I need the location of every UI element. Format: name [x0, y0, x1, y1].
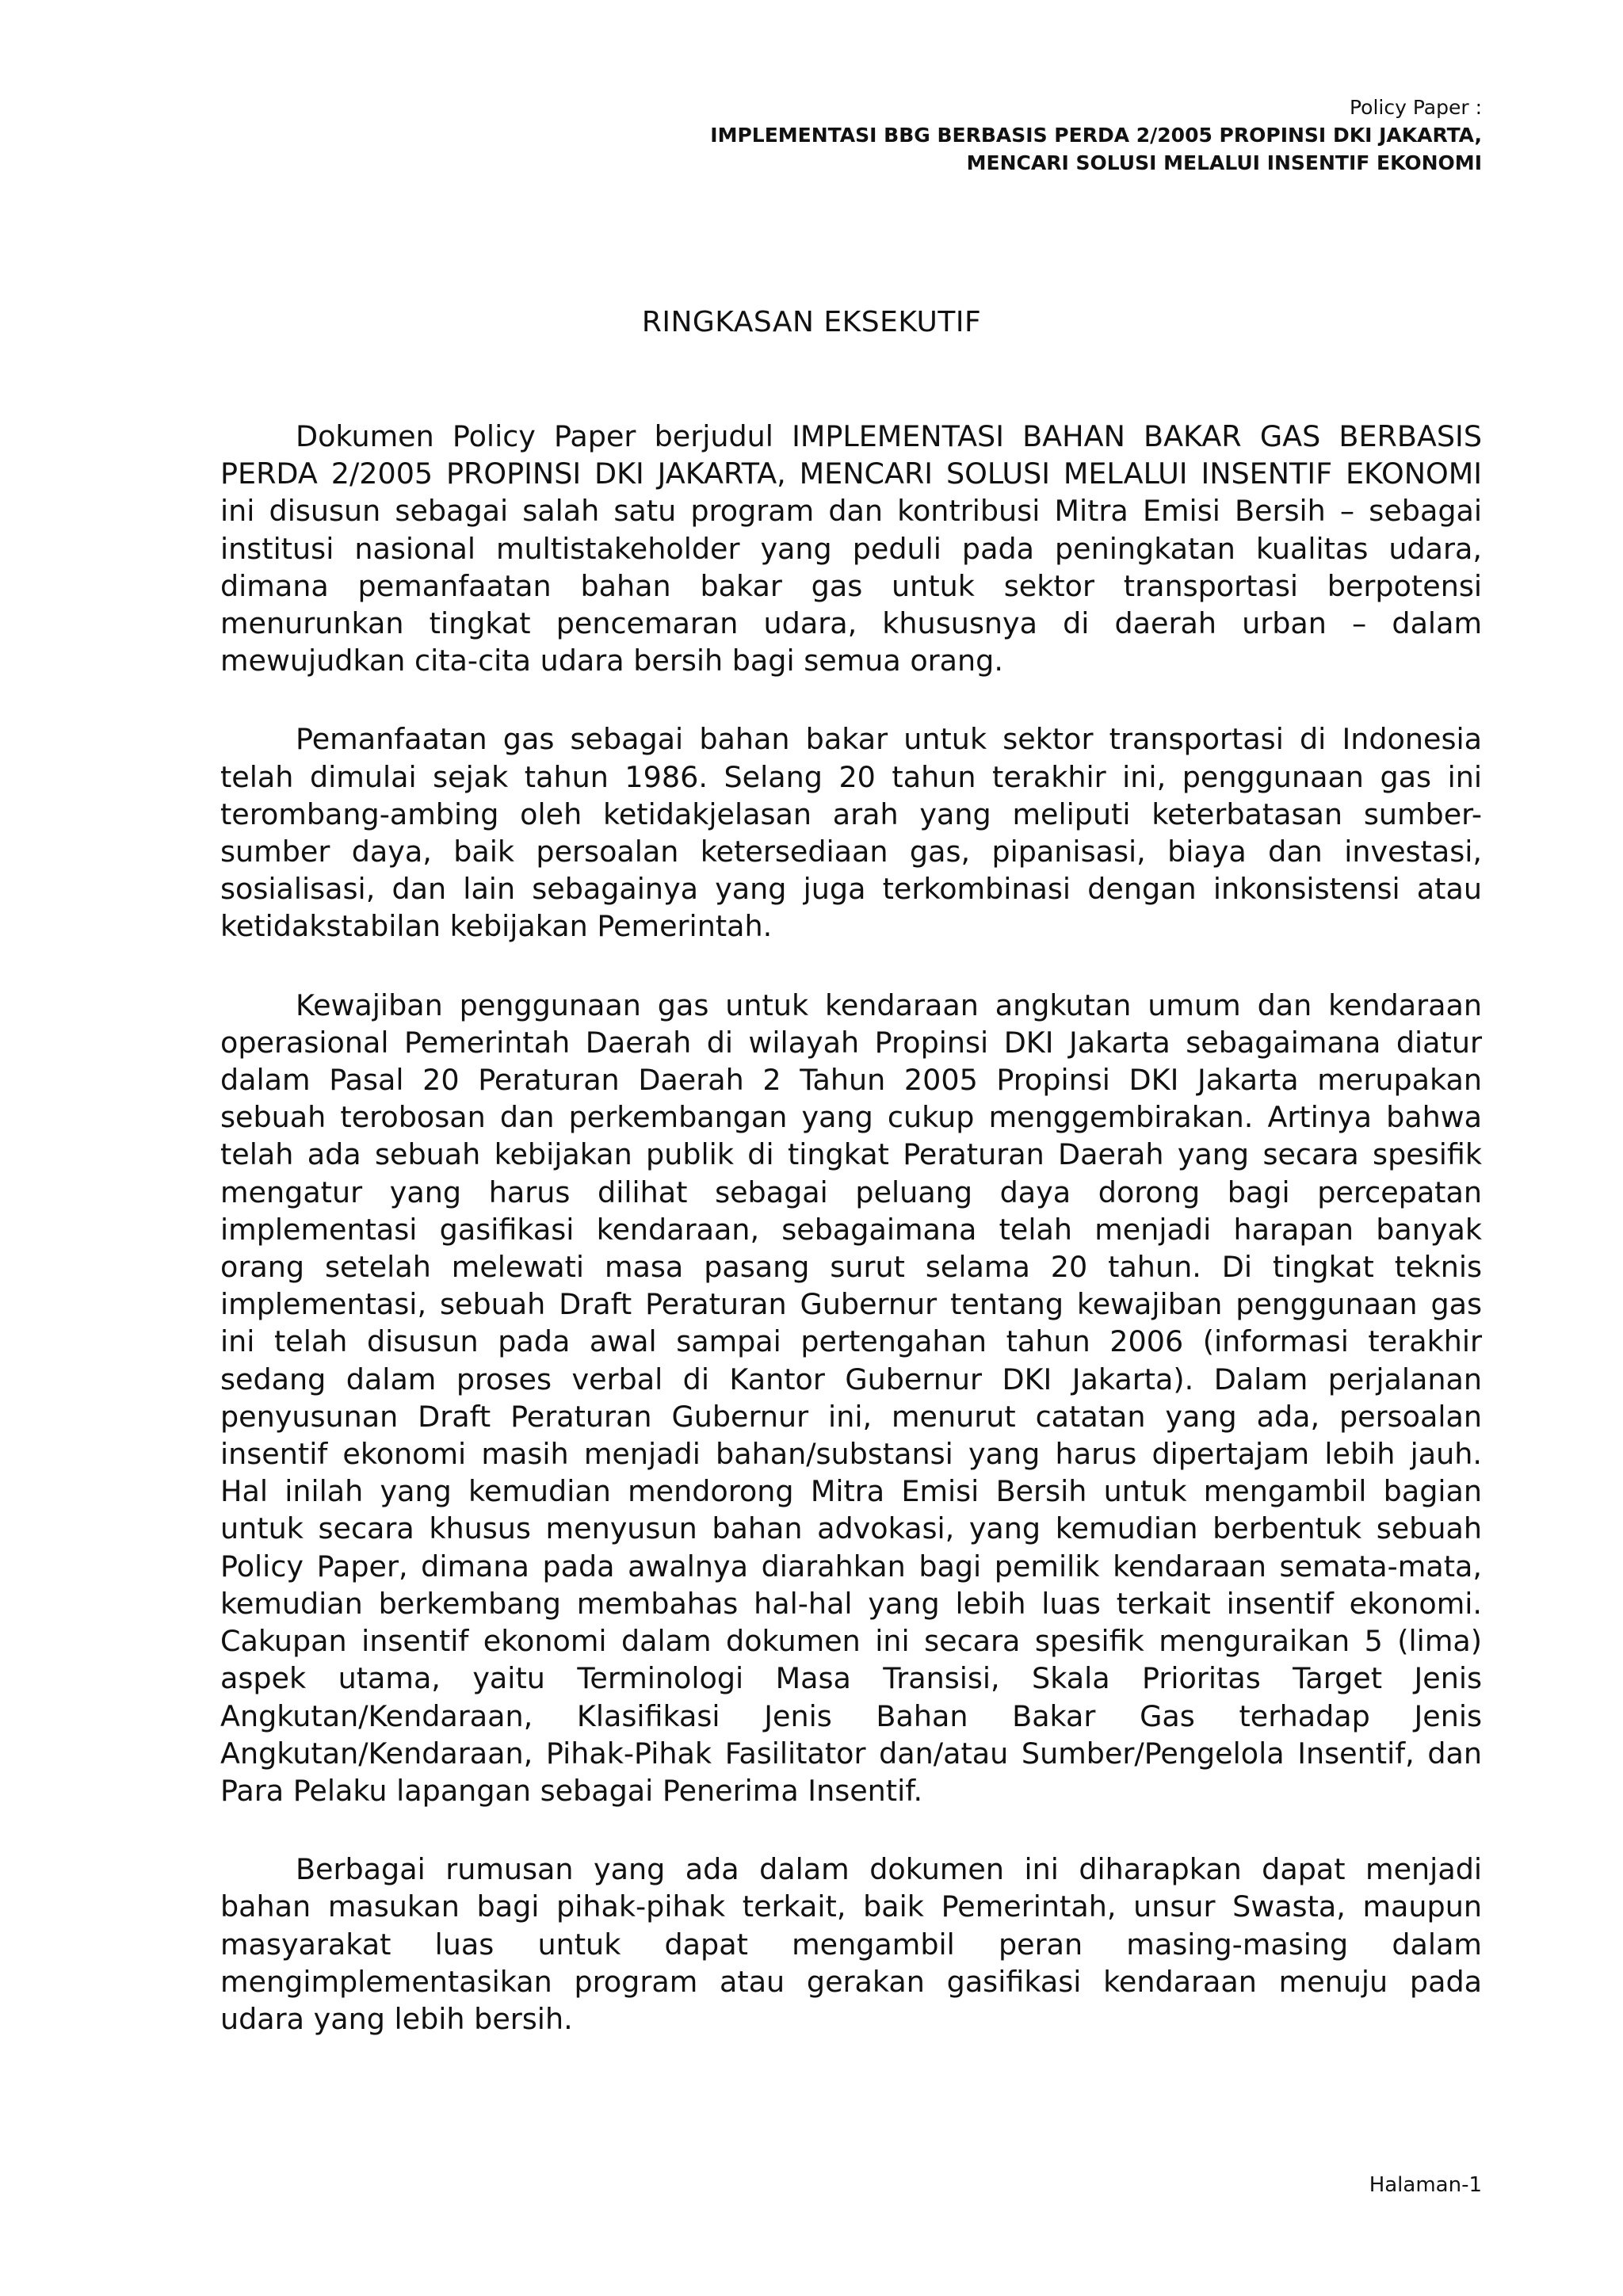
- paragraph-2: Pemanfaatan gas sebagai bahan bakar untuk sektor transportasi di Indonesia telah dimulai sejak tahun 1986. Selang 20 tahun terakhir ini, penggunaan gas ini terombang-ambing oleh ketidakjelasan arah yang meliputi keterbatasan sumber-sumber daya, baik persoalan ketersediaan gas, pipanisasi, biaya dan investasi, sosialisasi, dan lain sebagainya yang juga terkombinasi dengan inkonsistensi atau ketidakstabilan kebijakan Pemerintah.: [220, 722, 1482, 944]
- header-label: Policy Paper :: [1349, 96, 1482, 119]
- paragraph-1: Dokumen Policy Paper berjudul IMPLEMENTASI BAHAN BAKAR GAS BERBASIS PERDA 2/2005 PROPINSI DKI JAKARTA, MENCARI SOLUSI MELALUI INSENTIF EKONOMI ini disusun sebagai salah satu program dan kontribusi Mitra Emisi Bersih – sebagai institusi nasional multistakeholder yang peduli pada peningkatan kualitas udara, dimana pemanfaatan bahan bakar gas untuk sektor transportasi berpotensi menurunkan tingkat pencemaran udara, khususnya di daerah urban – dalam mewujudkan cita-cita udara bersih bagi semua orang.: [220, 419, 1482, 678]
- header-title-line-2: MENCARI SOLUSI MELALUI INSENTIF EKONOMI: [966, 151, 1482, 174]
- paragraph-4: Berbagai rumusan yang ada dalam dokumen ini diharapkan dapat menjadi bahan masukan bagi pihak-pihak terkait, baik Pemerintah, unsur Swasta, maupun masyarakat luas untuk dapat mengambil peran masing-masing dalam mengimplementasikan program atau gerakan gasifikasi kendaraan menuju pada udara yang lebih bersih.: [220, 1852, 1482, 2036]
- body-text: [220, 418, 1482, 2079]
- page-number: Halaman-1: [1369, 2173, 1482, 2197]
- header-title-line-1: IMPLEMENTASI BBG BERBASIS PERDA 2/2005 PROPINSI DKI JAKARTA,: [710, 124, 1482, 147]
- running-header: [293, 94, 1482, 177]
- page-title: RINGKASAN EKSEKUTIF: [641, 306, 982, 338]
- paragraph-3: Kewajiban penggunaan gas untuk kendaraan angkutan umum dan kendaraan operasional Pemerintah Daerah di wilayah Propinsi DKI Jakarta sebagaimana diatur dalam Pasal 20 Peraturan Daerah 2 Tahun 2005 Propinsi DKI Jakarta merupakan sebuah terobosan dan perkembangan yang cukup menggembirakan. Artinya bahwa telah ada sebuah kebijakan publik di tingkat Peraturan Daerah yang secara spesifik mengatur yang harus dilihat sebagai peluang daya dorong bagi percepatan implementasi gasifikasi kendaraan, sebagaimana telah menjadi harapan banyak orang setelah melewati masa pasang surut selama 20 tahun. Di tingkat teknis implementasi, sebuah Draft Peraturan Gubernur tentang kewajiban penggunaan gas ini telah disusun pada awal sampai pertengahan tahun 2006 (informasi terakhir sedang dalam proses verbal di Kantor Gubernur DKI Jakarta). Dalam perjalanan penyusunan Draft Peraturan Gubernur ini, menurut catatan yang ada, persoalan insentif ekonomi masih menjadi bahan/substansi yang harus dipertajam lebih jauh. Hal inilah yang kemudian mendorong Mitra Emisi Bersih untuk mengambil bagian untuk secara khusus menyusun bahan advokasi, yang kemudian berbentuk sebuah Policy Paper, dimana pada awalnya diarahkan bagi pemilik kendaraan semata-mata, kemudian berkembang membahas hal-hal yang lebih luas terkait insentif ekonomi. Cakupan insentif ekonomi dalam dokumen ini secara spesifik menguraikan 5 (lima) aspek utama, yaitu Terminologi Masa Transisi, Skala Prioritas Target Jenis Angkutan/Kendaraan, Klasifikasi Jenis Bahan Bakar Gas terhadap Jenis Angkutan/Kendaraan, Pihak-Pihak Fasilitator dan/atau Sumber/Pengelola Insentif, dan Para Pelaku lapangan sebagai Penerima Insentif.: [220, 988, 1482, 1808]
